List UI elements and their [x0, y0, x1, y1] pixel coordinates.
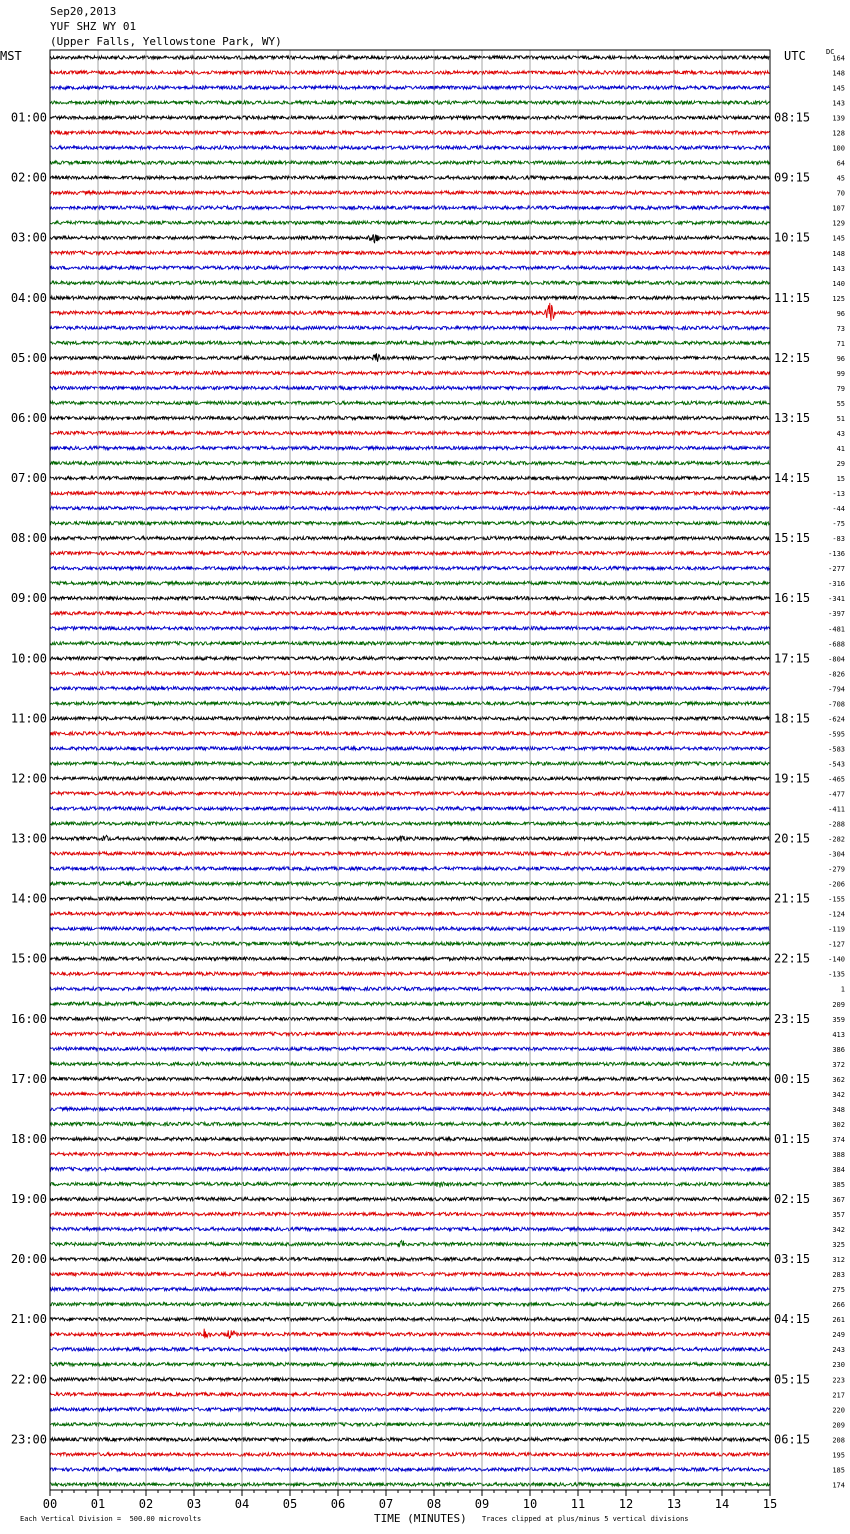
trace-row: [50, 972, 769, 975]
dc-offset-label: 43: [836, 430, 845, 438]
dc-offset-label: 384: [832, 1165, 845, 1174]
dc-offset-label: 372: [832, 1060, 845, 1069]
trace-row: [50, 717, 769, 720]
x-axis-ticks: [43, 1490, 777, 1511]
trace-row: [50, 642, 769, 645]
mst-hour-label: 03:00: [10, 230, 47, 245]
dc-offset-label: -316: [828, 580, 845, 589]
trace-row: [50, 597, 769, 600]
trace-row: [50, 777, 769, 780]
utc-hour-label: 00:15: [774, 1071, 811, 1086]
trace-row: [50, 371, 769, 374]
dc-offset-label: 312: [832, 1256, 845, 1265]
x-tick-label: 04: [234, 1497, 250, 1511]
trace-row: [50, 566, 769, 569]
trace-row: [50, 612, 769, 615]
dc-offset-label: -155: [828, 895, 845, 904]
header-station: YUF SHZ WY 01: [50, 20, 137, 33]
trace-row: [50, 1107, 769, 1110]
trace-row: [50, 672, 769, 675]
dc-offset-label: 145: [832, 234, 845, 243]
mst-hour-label: 19:00: [10, 1192, 47, 1207]
trace-row: [50, 86, 769, 89]
trace-row: [50, 536, 769, 539]
dc-offset-label: -75: [832, 520, 845, 529]
trace-row: [50, 416, 769, 419]
dc-offset-label: 348: [832, 1105, 845, 1114]
x-tick-label: 07: [378, 1497, 394, 1511]
dc-offset-label: 15: [836, 475, 845, 484]
trace-row: [50, 1241, 769, 1248]
trace-row: [50, 702, 769, 705]
utc-hour-label: 03:15: [774, 1252, 811, 1267]
trace-row: [50, 1329, 769, 1339]
mst-hour-label: 16:00: [10, 1011, 47, 1026]
mst-hour-label: 11:00: [10, 711, 47, 726]
dc-offset-label: 71: [836, 339, 845, 348]
dc-offset-label: -277: [828, 565, 845, 574]
dc-offset-label: 374: [832, 1135, 845, 1144]
dc-offset-label: -304: [828, 850, 845, 859]
dc-offset-label: 217: [832, 1391, 845, 1400]
trace-row: [50, 1438, 769, 1441]
dc-offset-label: 143: [832, 99, 845, 108]
utc-hour-label: 13:15: [774, 410, 811, 425]
utc-hour-label: 12:15: [774, 350, 811, 365]
dc-offset-label: -624: [828, 715, 845, 724]
trace-row: [50, 281, 769, 284]
dc-offset-label: -13: [832, 490, 845, 499]
mst-hour-label: 05:00: [10, 350, 47, 365]
trace-row: [50, 1363, 769, 1366]
x-tick-label: 06: [330, 1497, 346, 1511]
utc-hour-label: 23:15: [774, 1011, 811, 1026]
dc-offset-label: 357: [832, 1211, 845, 1220]
seismic-traces: [50, 56, 769, 1486]
dc-offset-label: -206: [828, 880, 845, 889]
trace-row: [50, 161, 769, 164]
trace-row: [50, 1227, 769, 1230]
trace-row: [50, 101, 769, 104]
utc-hour-label: 17:15: [774, 651, 811, 666]
dc-offset-label: 413: [832, 1030, 845, 1039]
trace-row: [50, 176, 769, 179]
trace-row: [50, 461, 769, 464]
dc-offset-label: 342: [832, 1090, 845, 1099]
trace-row: [50, 762, 769, 765]
trace-row: [50, 1047, 769, 1050]
trace-row: [50, 431, 769, 434]
mst-hour-label: 12:00: [10, 771, 47, 786]
trace-row: [50, 882, 769, 885]
utc-hour-label: 04:15: [774, 1312, 811, 1327]
dc-offset-label: 261: [832, 1316, 845, 1325]
utc-hour-label: 19:15: [774, 771, 811, 786]
trace-row: [50, 476, 769, 479]
dc-offset-label: 388: [832, 1150, 845, 1159]
dc-offset-label: 174: [832, 1481, 845, 1490]
trace-row: [50, 303, 769, 321]
dc-offset-label: 140: [832, 279, 845, 288]
dc-offset-label: 145: [832, 84, 845, 93]
trace-row: [50, 1483, 769, 1486]
trace-row: [50, 1453, 769, 1456]
dc-offset-label: -127: [828, 940, 845, 949]
dc-offset-label: 302: [832, 1120, 845, 1129]
mst-hour-label: 07:00: [10, 471, 47, 486]
dc-offset-label: 129: [832, 219, 845, 228]
trace-row: [50, 1152, 769, 1155]
utc-hour-label: 16:15: [774, 591, 811, 606]
dc-offset-label: -140: [828, 955, 845, 964]
dc-offset-label: 96: [836, 309, 845, 318]
dc-offset-label: -119: [828, 925, 845, 934]
dc-offset-label: -477: [828, 790, 845, 799]
trace-row: [50, 1393, 769, 1396]
dc-offset-label: 249: [832, 1331, 845, 1340]
trace-row: [50, 1197, 769, 1200]
dc-offset-label: 359: [832, 1015, 845, 1024]
trace-row: [50, 852, 769, 855]
header-location: (Upper Falls, Yellowstone Park, WY): [50, 35, 282, 48]
x-tick-label: 08: [426, 1497, 442, 1511]
trace-row: [50, 582, 769, 585]
trace-row: [50, 251, 769, 254]
utc-hour-label: 09:15: [774, 170, 811, 185]
mst-hour-label: 13:00: [10, 831, 47, 846]
trace-row: [50, 1408, 769, 1411]
trace-row: [50, 627, 769, 630]
utc-hour-label: 10:15: [774, 230, 811, 245]
dc-offset-label: 342: [832, 1226, 845, 1235]
mst-hour-label: 10:00: [10, 651, 47, 666]
dc-offset-label: -135: [828, 970, 845, 979]
dc-offset-label: 220: [832, 1406, 845, 1415]
mst-hour-label: 23:00: [10, 1432, 47, 1447]
dc-offset-label: 55: [836, 399, 845, 408]
dc-offset-label: 367: [832, 1196, 845, 1205]
mst-hour-label: 04:00: [10, 290, 47, 305]
scale-note: Each Vertical Division = 500.00 microvolts: [20, 1515, 202, 1523]
dc-offset-label: 139: [832, 114, 845, 123]
dc-offset-label: 64: [836, 159, 845, 168]
mst-hour-label: 09:00: [10, 591, 47, 606]
trace-row: [50, 1032, 769, 1035]
dc-offset-label: 325: [832, 1241, 845, 1250]
dc-offset-label: 125: [832, 294, 845, 303]
trace-row: [50, 341, 769, 344]
trace-row: [50, 1317, 769, 1320]
trace-row: [50, 1137, 769, 1140]
trace-row: [50, 146, 769, 149]
mst-hour-label: 20:00: [10, 1252, 47, 1267]
dc-offset-label: -543: [828, 760, 845, 769]
mst-hour-label: 14:00: [10, 891, 47, 906]
dc-offset-labels: [828, 55, 845, 1490]
x-tick-label: 05: [282, 1497, 298, 1511]
trace-row: [50, 657, 769, 660]
trace-row: [50, 792, 769, 795]
dc-offset-label: 100: [832, 144, 845, 153]
utc-hour-label: 05:15: [774, 1372, 811, 1387]
dc-offset-label: 230: [832, 1361, 845, 1370]
dc-offset-label: 128: [832, 129, 845, 138]
trace-row: [50, 521, 769, 524]
x-tick-label: 11: [570, 1497, 586, 1511]
dc-offset-label: 96: [836, 354, 845, 363]
clip-note: Traces clipped at plus/minus 5 vertical divisions: [482, 1515, 689, 1523]
trace-row: [50, 912, 769, 915]
dc-offset-label: 148: [832, 249, 845, 258]
trace-row: [50, 807, 769, 810]
trace-row: [50, 401, 769, 404]
trace-row: [50, 687, 769, 690]
dc-offset-label: -341: [828, 595, 845, 604]
dc-offset-label: -595: [828, 730, 845, 739]
trace-row: [50, 1378, 769, 1381]
dc-offset-label: 386: [832, 1045, 845, 1054]
dc-offset-label: 185: [832, 1466, 845, 1475]
trace-row: [50, 266, 769, 269]
trace-row: [50, 1287, 769, 1290]
dc-offset-label: -44: [832, 505, 845, 514]
dc-offset-label: 45: [836, 174, 845, 183]
x-tick-label: 09: [474, 1497, 490, 1511]
trace-row: [50, 56, 769, 59]
mst-hour-label: 06:00: [10, 410, 47, 425]
mst-hour-label: 08:00: [10, 531, 47, 546]
trace-row: [50, 1468, 769, 1471]
dc-offset-label: 148: [832, 69, 845, 78]
trace-row: [50, 221, 769, 224]
mst-hour-label: 15:00: [10, 951, 47, 966]
mst-hour-label: 22:00: [10, 1372, 47, 1387]
trace-row: [50, 1348, 769, 1351]
x-axis-title: TIME (MINUTES): [374, 1512, 467, 1525]
trace-row: [50, 942, 769, 945]
mst-hour-label: 17:00: [10, 1071, 47, 1086]
dc-offset-label: -411: [828, 805, 845, 814]
utc-hour-label: 21:15: [774, 891, 811, 906]
utc-hour-label: 15:15: [774, 531, 811, 546]
trace-row: [50, 897, 769, 900]
mst-hour-label: 02:00: [10, 170, 47, 185]
dc-offset-label: -688: [828, 640, 845, 649]
utc-hour-label: 14:15: [774, 471, 811, 486]
mst-hour-label: 01:00: [10, 110, 47, 125]
trace-row: [50, 131, 769, 134]
dc-offset-label: -288: [828, 820, 845, 829]
trace-row: [50, 1017, 769, 1020]
dc-offset-label: 99: [836, 369, 845, 378]
trace-row: [50, 957, 769, 960]
trace-row: [50, 1092, 769, 1095]
left-timezone-label: MST: [0, 49, 22, 63]
x-tick-label: 10: [522, 1497, 538, 1511]
dc-offset-label: 51: [836, 414, 845, 423]
utc-hour-label: 01:15: [774, 1131, 811, 1146]
trace-row: [50, 1212, 769, 1215]
dc-offset-label: -83: [832, 535, 845, 544]
utc-hour-label: 22:15: [774, 951, 811, 966]
mst-hour-label: 18:00: [10, 1131, 47, 1146]
trace-row: [50, 1077, 769, 1080]
utc-hour-label: 08:15: [774, 110, 811, 125]
trace-row: [50, 116, 769, 119]
utc-hour-label: 02:15: [774, 1192, 811, 1207]
trace-row: [50, 1423, 769, 1426]
dc-offset-label: 79: [836, 384, 845, 393]
utc-hour-label: 20:15: [774, 831, 811, 846]
trace-row: [50, 1122, 769, 1125]
trace-row: [50, 867, 769, 870]
trace-row: [50, 835, 769, 841]
trace-row: [50, 927, 769, 930]
trace-row: [50, 506, 769, 509]
dc-offset-label: 73: [836, 324, 845, 333]
trace-row: [50, 446, 769, 449]
dc-offset-label: -481: [828, 625, 845, 634]
trace-row: [50, 491, 769, 494]
dc-offset-label: -583: [828, 745, 845, 754]
dc-offset-label: -124: [828, 910, 845, 919]
trace-row: [50, 1002, 769, 1005]
dc-offset-label: 29: [836, 460, 845, 469]
right-timezone-label: UTC: [784, 49, 806, 63]
utc-hour-label: 11:15: [774, 290, 811, 305]
trace-row: [50, 822, 769, 825]
trace-row: [50, 747, 769, 750]
dc-offset-label: 223: [832, 1376, 845, 1385]
dc-offset-label: -794: [828, 685, 845, 694]
x-tick-label: 03: [186, 1497, 202, 1511]
dc-offset-label: -708: [828, 700, 845, 709]
trace-row: [50, 1272, 769, 1275]
trace-row: [50, 1182, 769, 1188]
trace-row: [50, 1062, 769, 1065]
dc-offset-label: 195: [832, 1451, 845, 1460]
utc-hour-label: 18:15: [774, 711, 811, 726]
trace-row: [50, 732, 769, 735]
trace-row: [50, 987, 769, 990]
x-tick-label: 01: [90, 1497, 106, 1511]
trace-row: [50, 71, 769, 74]
trace-row: [50, 386, 769, 389]
dc-offset-label: 164: [832, 54, 845, 63]
dc-offset-label: 107: [832, 204, 845, 213]
dc-offset-label: 209: [832, 1421, 845, 1430]
dc-offset-label: 41: [836, 445, 845, 454]
dc-offset-label: 209: [832, 1000, 845, 1009]
x-tick-label: 02: [138, 1497, 154, 1511]
header-date: Sep20,2013: [50, 5, 117, 18]
dc-offset-label: 362: [832, 1075, 845, 1084]
x-tick-label: 12: [618, 1497, 634, 1511]
dc-column-label: DC: [826, 48, 835, 56]
trace-row: [50, 1302, 769, 1305]
trace-row: [50, 206, 769, 209]
dc-offset-label: 208: [832, 1436, 845, 1445]
dc-offset-label: 266: [832, 1301, 845, 1310]
dc-offset-label: -804: [828, 655, 845, 664]
utc-hour-label: 06:15: [774, 1432, 811, 1447]
trace-row: [50, 235, 769, 244]
trace-row: [50, 296, 769, 299]
trace-row: [50, 326, 769, 329]
dc-offset-label: -826: [828, 670, 845, 679]
dc-offset-label: 243: [832, 1346, 845, 1355]
dc-offset-label: 143: [832, 264, 845, 273]
trace-row: [50, 191, 769, 194]
trace-row: [50, 551, 769, 554]
x-tick-label: 14: [714, 1497, 730, 1511]
dc-offset-label: 1: [840, 985, 845, 994]
trace-row: [50, 353, 769, 361]
dc-offset-label: 275: [832, 1286, 845, 1295]
mst-hour-label: 21:00: [10, 1312, 47, 1327]
dc-offset-label: -282: [828, 835, 845, 844]
x-tick-label: 13: [666, 1497, 682, 1511]
dc-offset-label: 385: [832, 1181, 845, 1189]
dc-offset-label: 70: [836, 189, 845, 198]
dc-offset-label: -136: [828, 550, 845, 559]
x-tick-label: 00: [42, 1497, 58, 1511]
dc-offset-label: -465: [828, 775, 845, 784]
x-tick-label: 15: [762, 1497, 778, 1511]
utc-hour-labels: [774, 111, 810, 1447]
mst-hour-labels: [11, 111, 47, 1447]
dc-offset-label: -397: [828, 610, 845, 619]
dc-offset-label: -279: [828, 865, 845, 874]
trace-row: [50, 1167, 769, 1170]
trace-row: [50, 1257, 769, 1260]
dc-offset-label: 283: [832, 1271, 845, 1280]
